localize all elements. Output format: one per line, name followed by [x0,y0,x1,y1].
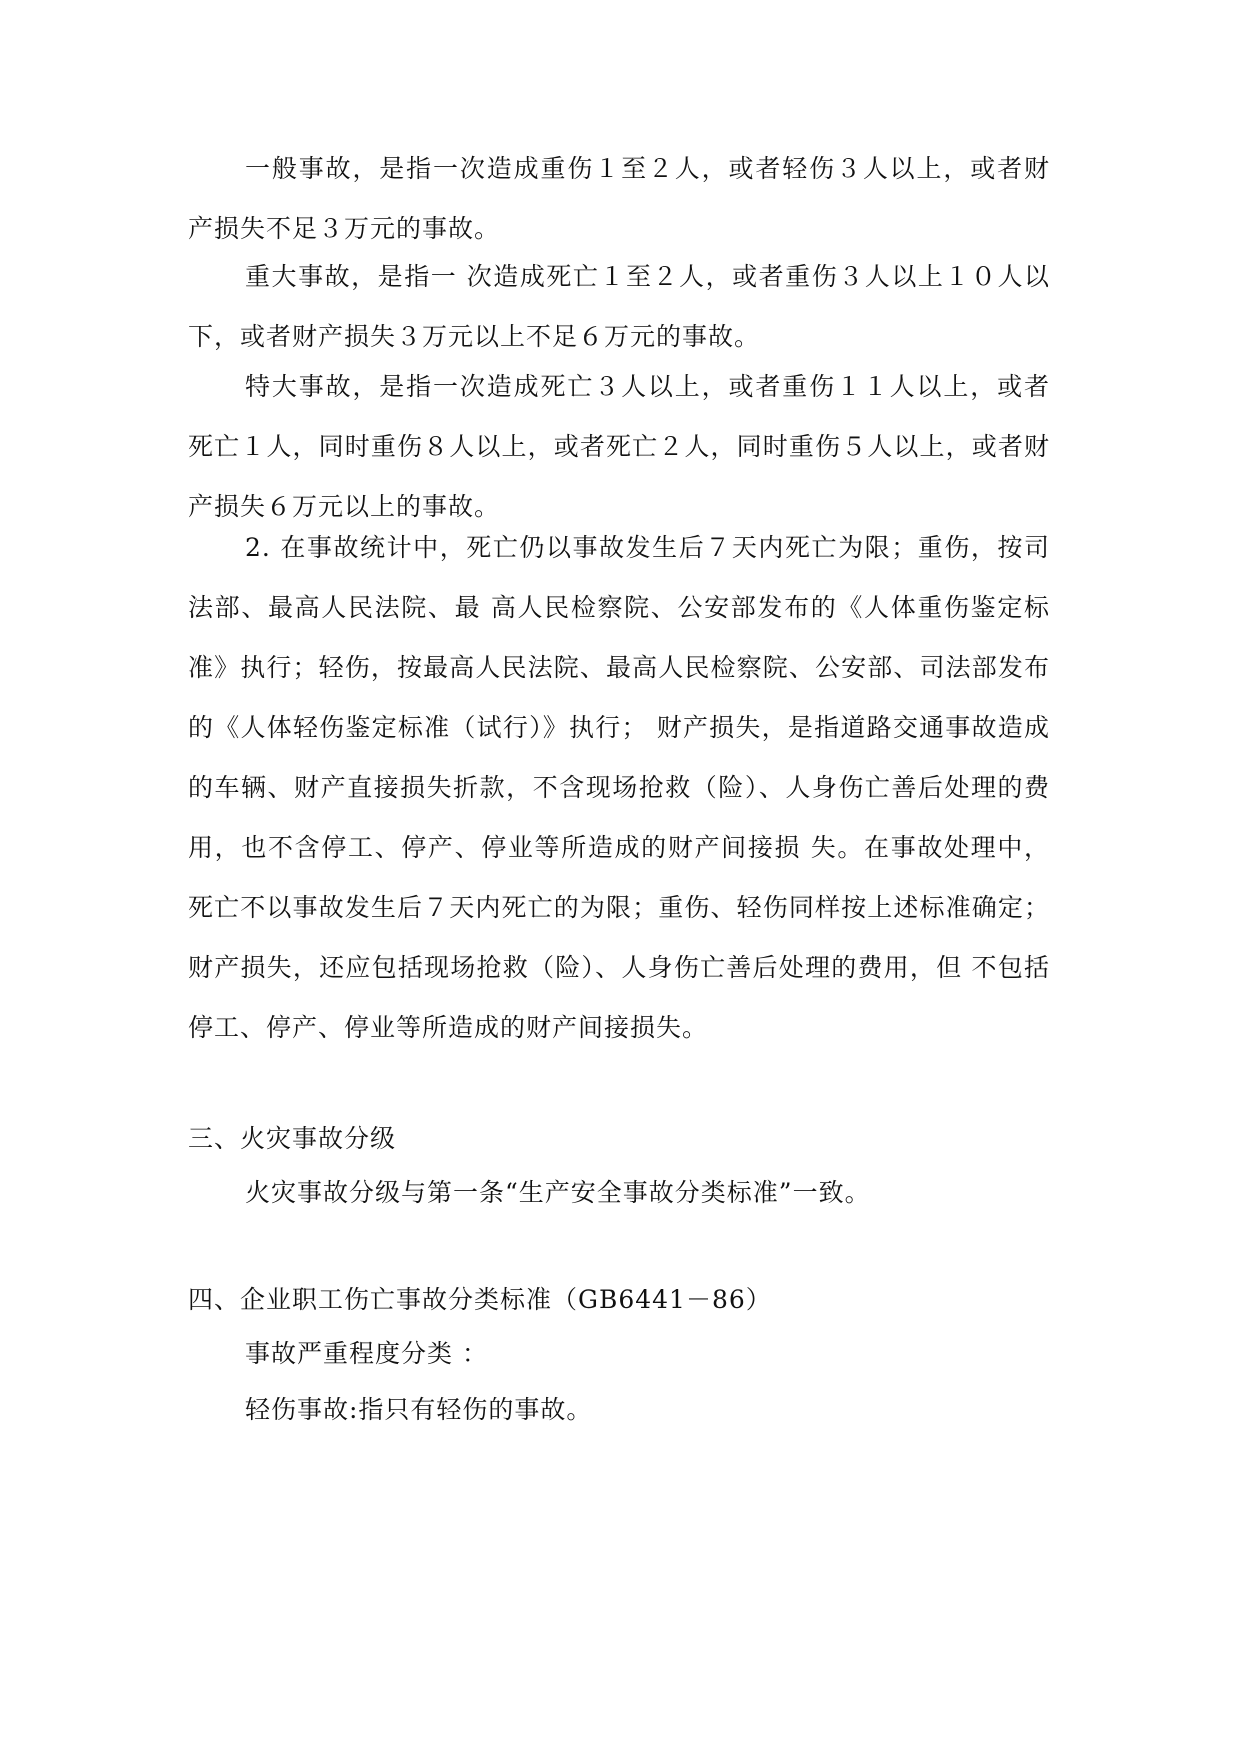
section-three-heading: 三、火灾事故分级 [188,1124,397,1153]
paragraph-statistics-rule: 2. 在事故统计中，死亡仍以事故发生后７天内死亡为限；重伤，按司法部、最高人民法院、最 高人民检察院、公安部发布的《人体重伤鉴定标准》执行；轻伤，按最高人民法院、最高人民检察院、公安部、司法部发布的《人体轻伤鉴定标准（试行）》执行； 财产损失，是指道路交通事故造成的车辆、财产直接损失折款，不含现场抢救（险）、人身伤亡善后处理的费用，也不含停工、停产、停业等所造成的财产间接损 失。在事故处理中，死亡不以事故发生后７天内死亡的为限；重伤、轻伤同样按上述标准确定；财产损失，还应包括现场抢救（险）、人身伤亡善后处理的费用，但 不包括停工、停产、停业等所造成的财产间接损失。 [188,533,1050,1042]
paragraph-major-accident: 重大事故，是指一 次造成死亡１至２人，或者重伤３人以上１０人以下，或者财产损失３万元以上不足６万元的事故。 [188,262,1050,351]
paragraph-extraordinary-accident: 特大事故，是指一次造成死亡３人以上，或者重伤１１人以上，或者死亡１人，同时重伤８人以上，或者死亡２人，同时重伤５人以上，或者财产损失６万元以上的事故。 [188,372,1050,521]
section-four-heading: 四、企业职工伤亡事故分类标准（GB6441－86） [188,1285,772,1314]
section-four-minor-injury: 轻伤事故:指只有轻伤的事故。 [245,1395,593,1424]
section-three-body: 火灾事故分级与第一条“生产安全事故分类标准”一致。 [245,1178,871,1207]
paragraph-general-accident: 一般事故，是指一次造成重伤１至２人，或者轻伤３人以上，或者财产损失不足３万元的事故。 [188,154,1050,243]
section-four-subheading: 事故严重程度分类 ： [245,1339,488,1368]
